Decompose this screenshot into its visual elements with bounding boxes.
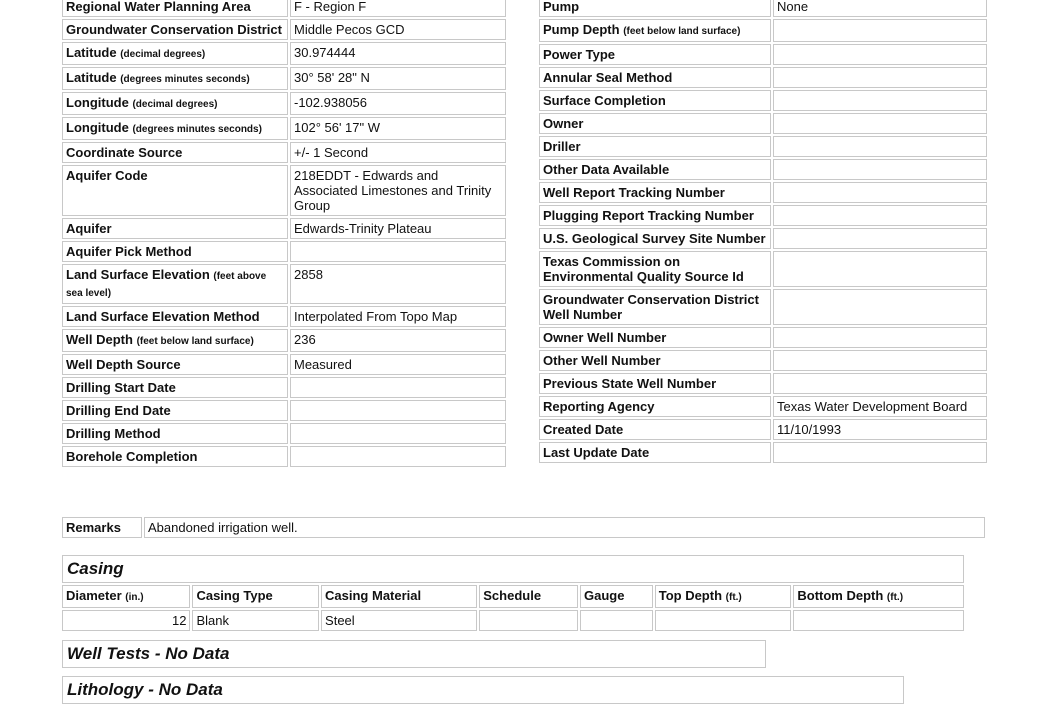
well-info-table-right bbox=[537, 0, 989, 465]
casing-header-label: Diameter bbox=[66, 588, 122, 603]
casing-header-label: Schedule bbox=[483, 588, 542, 603]
left-field-label bbox=[62, 423, 288, 444]
casing-title: Casing bbox=[62, 555, 964, 583]
right-field-row bbox=[539, 228, 987, 249]
right-field-label-text: Power Type bbox=[543, 47, 616, 62]
well-tests-title: Well Tests - No Data bbox=[62, 640, 766, 668]
right-field-label bbox=[539, 442, 771, 463]
right-field-label bbox=[539, 113, 771, 134]
left-field-label bbox=[62, 142, 288, 163]
left-field-label-text: Latitude bbox=[66, 45, 117, 60]
left-field-value bbox=[290, 423, 506, 444]
left-field-value bbox=[290, 400, 506, 421]
left-field-value bbox=[290, 446, 506, 467]
right-field-value bbox=[773, 159, 987, 180]
left-field-label-text: Longitude bbox=[66, 120, 129, 135]
left-field-label bbox=[62, 329, 288, 352]
casing-cell: 12 bbox=[62, 610, 190, 631]
casing-header-row bbox=[62, 585, 964, 608]
right-field-row bbox=[539, 327, 987, 348]
left-field-label bbox=[62, 117, 288, 140]
casing-header bbox=[321, 585, 477, 608]
left-field-label bbox=[62, 241, 288, 262]
right-field-value bbox=[773, 373, 987, 394]
right-field-value bbox=[773, 327, 987, 348]
right-field-row bbox=[539, 419, 987, 440]
left-field-row bbox=[62, 117, 506, 140]
left-field-label bbox=[62, 400, 288, 421]
left-field-label-text: Well Depth Source bbox=[66, 357, 181, 372]
right-field-label bbox=[539, 350, 771, 371]
remarks-value: Abandoned irrigation well. bbox=[144, 517, 985, 538]
left-field-value: Measured bbox=[290, 354, 506, 375]
right-field-label-text: Owner bbox=[543, 116, 584, 131]
right-field-label bbox=[539, 289, 771, 325]
left-field-label-text: Latitude bbox=[66, 70, 117, 85]
right-field-label-text: Pump Depth bbox=[543, 22, 620, 37]
right-field-row bbox=[539, 90, 987, 111]
right-field-value bbox=[773, 136, 987, 157]
left-field-row bbox=[62, 329, 506, 352]
right-field-label-text: Surface Completion bbox=[543, 93, 666, 108]
right-field-value bbox=[773, 228, 987, 249]
right-field-label bbox=[539, 0, 771, 17]
casing-header-label: Top Depth bbox=[658, 588, 723, 603]
casing-cell bbox=[479, 610, 578, 631]
right-field-label-text: Annular Seal Method bbox=[543, 70, 673, 85]
left-field-value: 30° 58' 28" N bbox=[290, 67, 506, 90]
casing-cell bbox=[655, 610, 792, 631]
left-field-label bbox=[62, 19, 288, 40]
right-field-value bbox=[773, 205, 987, 226]
left-field-row bbox=[62, 354, 506, 375]
left-field-row bbox=[62, 42, 506, 65]
left-field-unit: (decimal degrees) bbox=[120, 49, 206, 60]
left-field-label bbox=[62, 218, 288, 239]
right-field-value bbox=[773, 251, 987, 287]
left-field-unit: (degrees minutes seconds) bbox=[132, 124, 262, 135]
left-field-row bbox=[62, 218, 506, 239]
right-field-label bbox=[539, 373, 771, 394]
casing-header-label: Casing Material bbox=[325, 588, 422, 603]
lithology-title: Lithology - No Data bbox=[62, 676, 904, 704]
casing-cell bbox=[793, 610, 964, 631]
left-field-row bbox=[62, 165, 506, 216]
right-field-label-text: U.S. Geological Survey Site Number bbox=[543, 231, 766, 246]
right-field-row bbox=[539, 0, 987, 17]
left-field-value: F - Region F bbox=[290, 0, 506, 17]
left-field-row bbox=[62, 446, 506, 467]
casing-header bbox=[580, 585, 653, 608]
left-field-label-text: Coordinate Source bbox=[66, 145, 183, 160]
right-field-row bbox=[539, 159, 987, 180]
left-field-label bbox=[62, 377, 288, 398]
right-field-value: 11/10/1993 bbox=[773, 419, 987, 440]
left-field-label-text: Longitude bbox=[66, 95, 129, 110]
right-field-label-text: Reporting Agency bbox=[543, 399, 655, 414]
left-field-value bbox=[290, 241, 506, 262]
right-field-label bbox=[539, 228, 771, 249]
right-field-row bbox=[539, 44, 987, 65]
left-field-label-text: Land Surface Elevation Method bbox=[66, 309, 260, 324]
right-field-label-text: Owner Well Number bbox=[543, 330, 667, 345]
left-field-label-text: Regional Water Planning Area bbox=[66, 0, 251, 14]
left-field-value: 102° 56' 17" W bbox=[290, 117, 506, 140]
left-field-value: 218EDDT - Edwards and Associated Limestones and Trinity Group bbox=[290, 165, 506, 216]
left-field-value: -102.938056 bbox=[290, 92, 506, 115]
left-field-row bbox=[62, 423, 506, 444]
left-field-row bbox=[62, 264, 506, 304]
right-field-label-text: Other Data Available bbox=[543, 162, 670, 177]
remarks-label: Remarks bbox=[62, 517, 142, 538]
right-field-label-text: Driller bbox=[543, 139, 581, 154]
left-field-row bbox=[62, 142, 506, 163]
right-field-label bbox=[539, 327, 771, 348]
right-field-label bbox=[539, 44, 771, 65]
left-field-row bbox=[62, 377, 506, 398]
well-info-table-left bbox=[60, 0, 508, 469]
right-field-value bbox=[773, 19, 987, 42]
left-field-label-text: Aquifer bbox=[66, 221, 112, 236]
left-field-row bbox=[62, 19, 506, 40]
left-field-unit: (feet below land surface) bbox=[136, 336, 254, 347]
remarks-table bbox=[60, 515, 987, 540]
left-field-row bbox=[62, 67, 506, 90]
right-field-value bbox=[773, 90, 987, 111]
left-field-value: 2858 bbox=[290, 264, 506, 304]
right-field-value bbox=[773, 113, 987, 134]
casing-header-unit: (ft.) bbox=[886, 592, 904, 603]
left-field-row bbox=[62, 306, 506, 327]
left-field-label bbox=[62, 165, 288, 216]
right-field-value bbox=[773, 350, 987, 371]
left-field-label bbox=[62, 0, 288, 17]
left-field-label bbox=[62, 306, 288, 327]
left-field-label-text: Borehole Completion bbox=[66, 449, 198, 464]
left-field-row bbox=[62, 92, 506, 115]
right-field-row bbox=[539, 19, 987, 42]
right-field-label bbox=[539, 19, 771, 42]
right-field-value bbox=[773, 44, 987, 65]
right-field-unit: (feet below land surface) bbox=[623, 26, 741, 37]
casing-header-unit: (ft.) bbox=[725, 592, 742, 603]
right-field-row bbox=[539, 136, 987, 157]
left-field-unit: (degrees minutes seconds) bbox=[120, 74, 250, 85]
casing-header-label: Gauge bbox=[583, 588, 625, 603]
right-field-row bbox=[539, 442, 987, 463]
right-field-label-text: Groundwater Conservation District Well Number bbox=[543, 292, 759, 322]
casing-header-label: Bottom Depth bbox=[797, 588, 884, 603]
right-field-label-text: Plugging Report Tracking Number bbox=[543, 208, 754, 223]
left-field-unit: (decimal degrees) bbox=[132, 99, 218, 110]
right-field-label-text: Texas Commission on Environmental Quality Source Id bbox=[543, 254, 744, 284]
casing-header bbox=[655, 585, 792, 608]
right-field-value: None bbox=[773, 0, 987, 17]
right-field-row bbox=[539, 113, 987, 134]
casing-cell: Steel bbox=[321, 610, 477, 631]
casing-title-row bbox=[62, 555, 964, 583]
casing-row bbox=[62, 610, 964, 631]
left-field-label-text: Aquifer Code bbox=[66, 168, 148, 183]
right-field-row bbox=[539, 350, 987, 371]
casing-header bbox=[62, 585, 190, 608]
right-field-label bbox=[539, 136, 771, 157]
left-field-label bbox=[62, 67, 288, 90]
right-field-label bbox=[539, 205, 771, 226]
right-field-label-text: Previous State Well Number bbox=[543, 376, 717, 391]
left-field-value: +/- 1 Second bbox=[290, 142, 506, 163]
casing-header-label: Casing Type bbox=[196, 588, 273, 603]
left-field-label-text: Well Depth bbox=[66, 332, 133, 347]
left-field-row bbox=[62, 241, 506, 262]
left-field-label-text: Drilling Method bbox=[66, 426, 161, 441]
right-field-row bbox=[539, 396, 987, 417]
casing-cell bbox=[580, 610, 653, 631]
right-field-label-text: Well Report Tracking Number bbox=[543, 185, 725, 200]
casing-table bbox=[60, 553, 966, 633]
right-field-label bbox=[539, 419, 771, 440]
left-field-value: Middle Pecos GCD bbox=[290, 19, 506, 40]
left-field-label-text: Land Surface Elevation bbox=[66, 267, 210, 282]
left-field-label bbox=[62, 446, 288, 467]
right-field-row bbox=[539, 373, 987, 394]
casing-header-unit: (in.) bbox=[125, 592, 144, 603]
right-field-label-text: Created Date bbox=[543, 422, 624, 437]
left-field-row bbox=[62, 0, 506, 17]
casing-header bbox=[479, 585, 578, 608]
casing-cell: Blank bbox=[192, 610, 319, 631]
right-field-label bbox=[539, 90, 771, 111]
left-field-value: 236 bbox=[290, 329, 506, 352]
casing-header bbox=[192, 585, 319, 608]
right-field-label-text: Last Update Date bbox=[543, 445, 650, 460]
right-field-value bbox=[773, 289, 987, 325]
right-field-label-text: Pump bbox=[543, 0, 580, 14]
left-field-label-text: Aquifer Pick Method bbox=[66, 244, 192, 259]
right-field-value bbox=[773, 182, 987, 203]
right-field-label bbox=[539, 67, 771, 88]
right-field-row bbox=[539, 251, 987, 287]
right-field-value bbox=[773, 442, 987, 463]
left-field-value bbox=[290, 377, 506, 398]
right-field-label-text: Other Well Number bbox=[543, 353, 661, 368]
left-field-label-text: Groundwater Conservation District bbox=[66, 22, 282, 37]
left-field-value: Interpolated From Topo Map bbox=[290, 306, 506, 327]
right-field-label bbox=[539, 182, 771, 203]
right-field-row bbox=[539, 205, 987, 226]
right-field-row bbox=[539, 289, 987, 325]
left-field-row bbox=[62, 400, 506, 421]
right-field-row bbox=[539, 67, 987, 88]
casing-header bbox=[793, 585, 964, 608]
right-field-row bbox=[539, 182, 987, 203]
left-field-label bbox=[62, 92, 288, 115]
left-field-value: Edwards-Trinity Plateau bbox=[290, 218, 506, 239]
left-field-label bbox=[62, 264, 288, 304]
left-field-label-text: Drilling End Date bbox=[66, 403, 171, 418]
left-field-label-text: Drilling Start Date bbox=[66, 380, 176, 395]
right-field-label bbox=[539, 396, 771, 417]
remarks-row bbox=[62, 517, 985, 538]
left-field-unit: (feet above sea level) bbox=[66, 271, 267, 299]
right-field-value bbox=[773, 67, 987, 88]
right-field-value: Texas Water Development Board bbox=[773, 396, 987, 417]
right-field-label bbox=[539, 251, 771, 287]
right-field-label bbox=[539, 159, 771, 180]
left-field-label bbox=[62, 354, 288, 375]
left-field-label bbox=[62, 42, 288, 65]
left-field-value: 30.974444 bbox=[290, 42, 506, 65]
